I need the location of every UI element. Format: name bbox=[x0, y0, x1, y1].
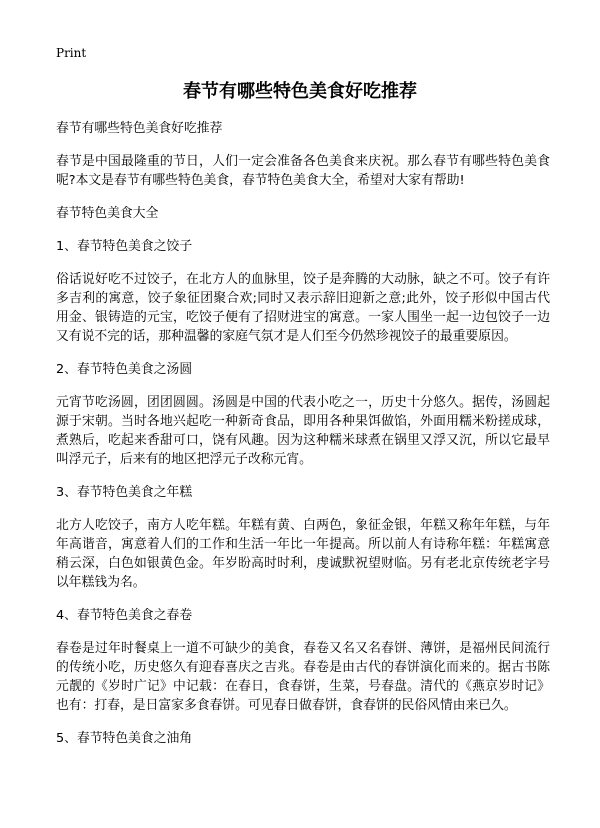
item-heading-1: 1、春节特色美食之饺子 bbox=[56, 239, 193, 254]
intro-paragraph: 春节是中国最隆重的节日，人们一定会准备各色美食来庆祝。那么春节有哪些特色美食呢?本文是春节有哪些特色美食，春节特色美食大全，希望对大家有帮助! bbox=[56, 154, 550, 188]
section-heading: 春节特色美食大全 bbox=[56, 206, 159, 221]
item-body-4: 春卷是过年时餐桌上一道不可缺少的美食，春卷又名又名春饼、薄饼，是福州民间流行的传统小吃，历史悠久有迎春喜庆之吉兆。春卷是由古代的春饼演化而来的。据古书陈元靓的《岁时广记》中记载：在春日，食春饼，生菜，号春盘。清代的《燕京岁时记》也有：打春，是日富家多食春饼。可见春日做春饼，食春饼的民俗风情由来已久。 bbox=[56, 641, 550, 713]
article-body bbox=[56, 119, 550, 748]
intro-heading: 春节有哪些特色美食好吃推荐 bbox=[56, 121, 223, 136]
print-link[interactable]: Print bbox=[56, 46, 87, 60]
item-heading-5: 5、春节特色美食之油角 bbox=[56, 731, 193, 746]
item-heading-3: 3、春节特色美食之年糕 bbox=[56, 485, 193, 500]
item-body-3: 北方人吃饺子，南方人吃年糕。年糕有黄、白两色，象征金银，年糕又称年年糕，与年年高谐音，寓意着人们的工作和生活一年比一年提高。所以前人有诗称年糕：年糕寓意稍云深，白色如银黄色金。年岁盼高时时利，虔诚默祝望财临。另有老北京传统老字号以年糕钱为名。 bbox=[56, 518, 550, 590]
item-body-1: 俗话说好吃不过饺子，在北方人的血脉里，饺子是奔腾的大动脉，缺之不可。饺子有许多吉利的寓意，饺子象征团聚合欢;同时又表示辞旧迎新之意;此外，饺子形似中国古代用金、银铸造的元宝，吃饺子便有了招财进宝的寓意。一家人围坐一起一边包饺子一边又有说不完的话，那种温馨的家庭气氛才是人们至今仍然珍视饺子的最重要原因。 bbox=[56, 272, 550, 344]
item-body-2: 元宵节吃汤圆，团团圆圆。汤圆是中国的代表小吃之一，历史十分悠久。据传，汤圆起源于宋朝。当时各地兴起吃一种新奇食品，即用各种果饵做馅，外面用糯米粉搓成球，煮熟后，吃起来香甜可口，饶有风趣。因为这种糯米球煮在锅里又浮又沉，所以它最早叫浮元子，后来有的地区把浮元子改称元宵。 bbox=[56, 395, 550, 467]
item-heading-2: 2、春节特色美食之汤圆 bbox=[56, 362, 193, 377]
page-title: 春节有哪些特色美食好吃推荐 bbox=[183, 81, 417, 102]
item-heading-4: 4、春节特色美食之春卷 bbox=[56, 608, 193, 623]
